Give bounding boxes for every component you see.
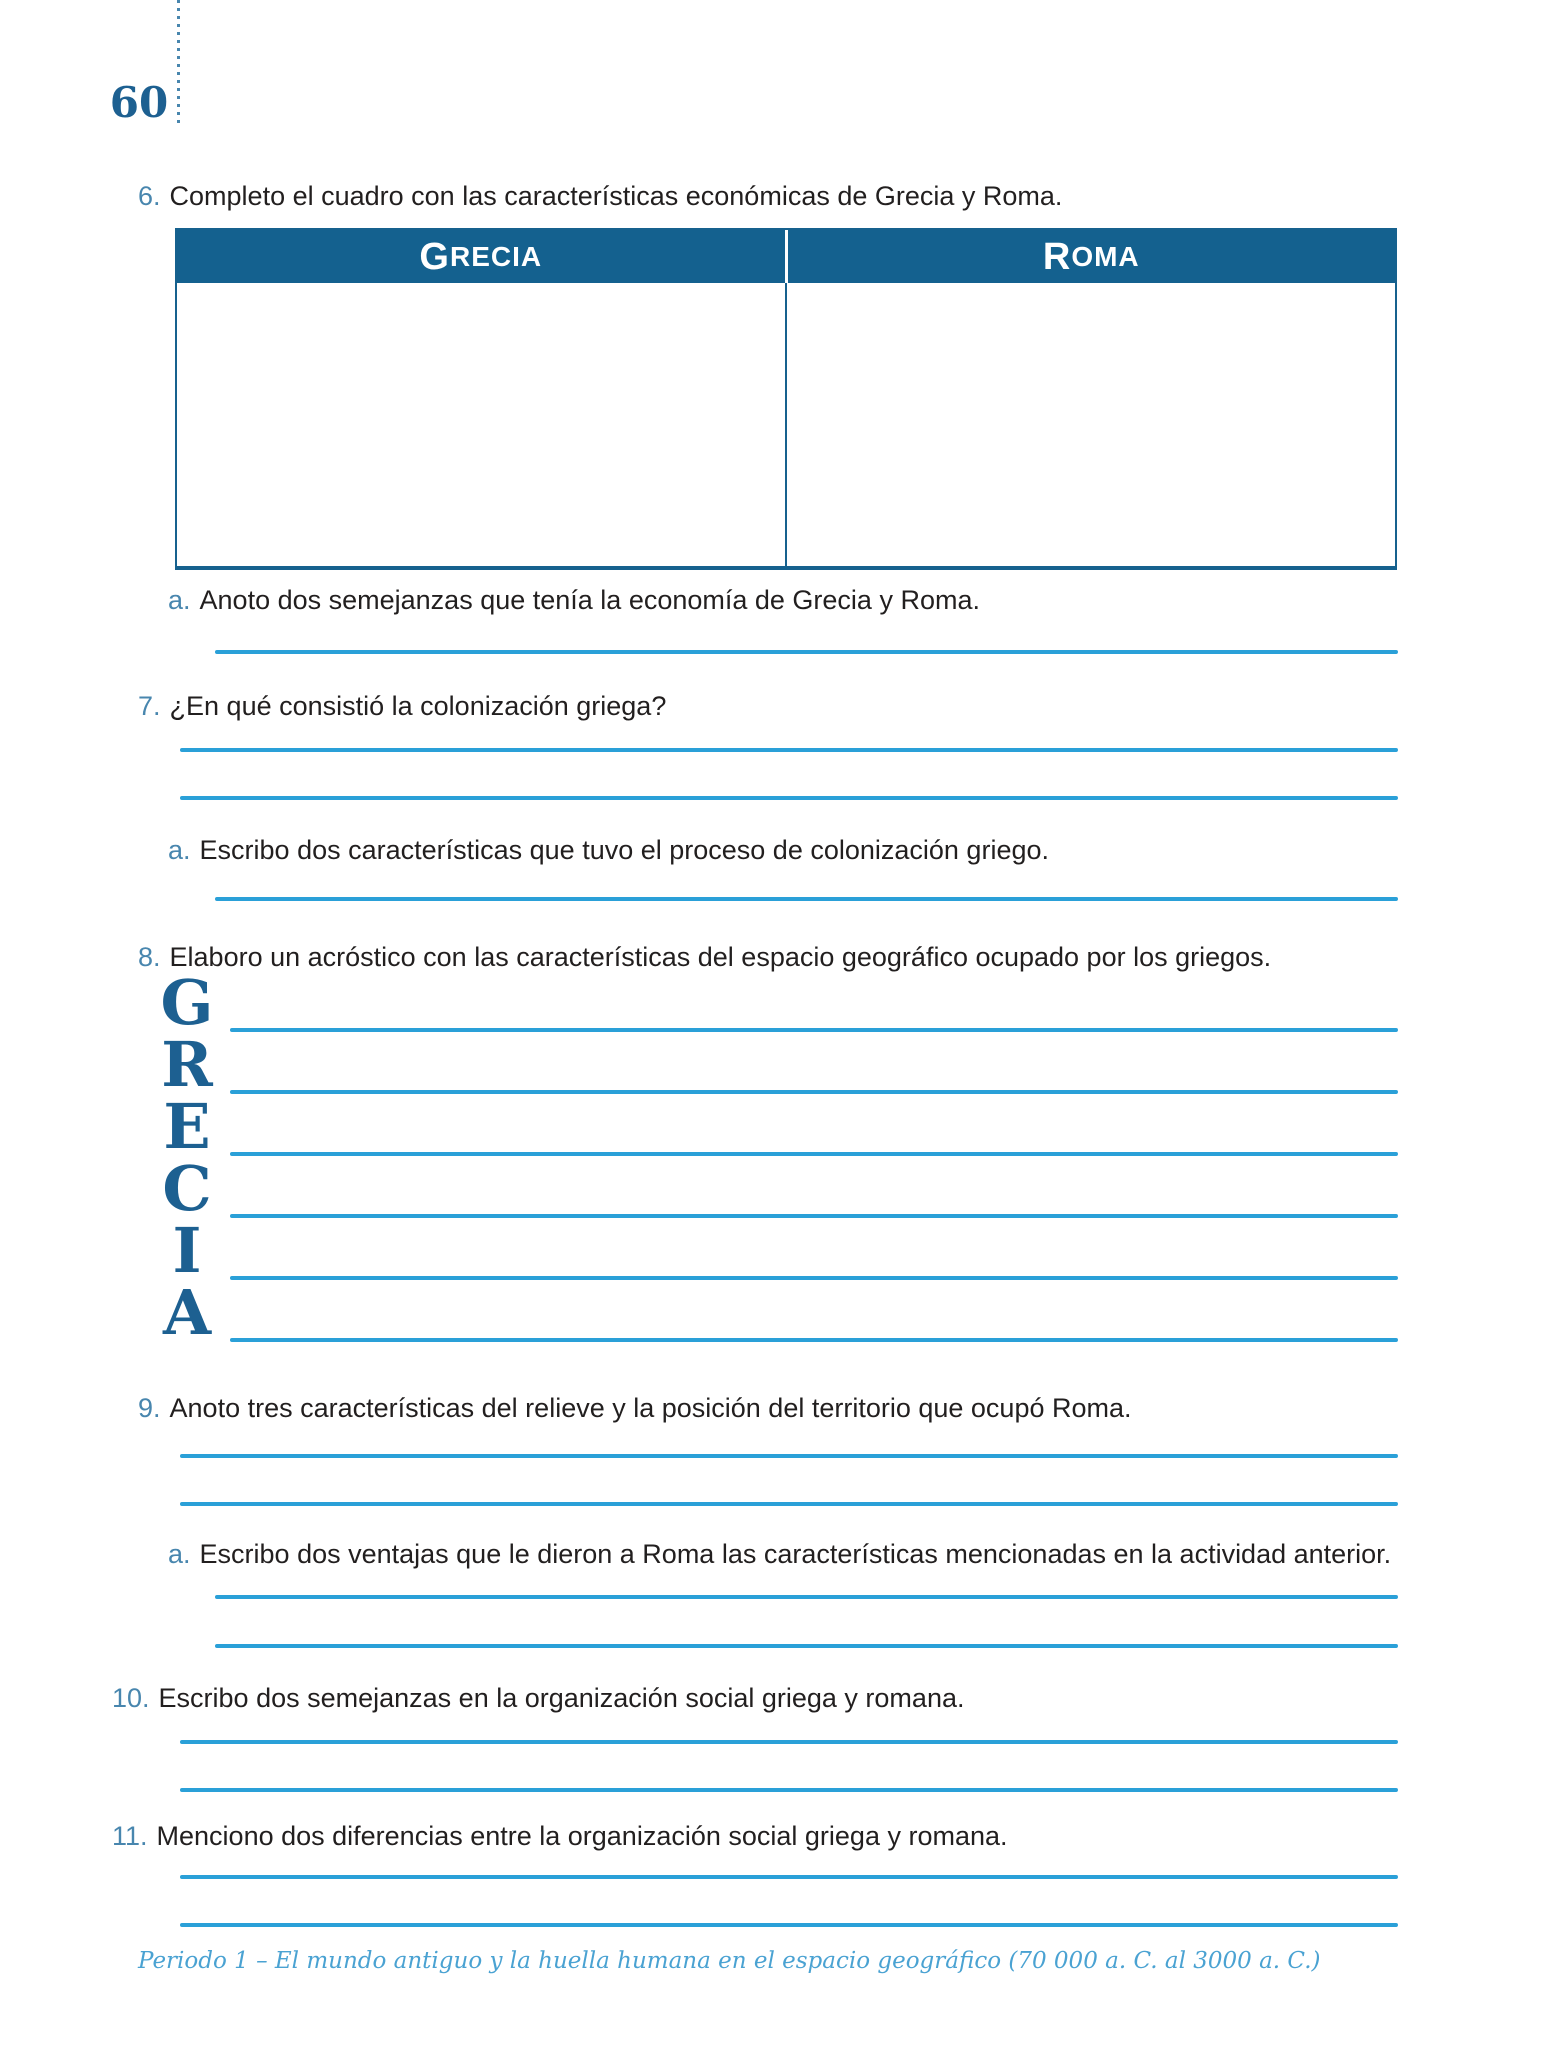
roma-rest: OMA — [1071, 240, 1140, 272]
answer-line[interactable] — [180, 796, 1398, 800]
header-cell-grecia — [177, 230, 788, 283]
answer-line[interactable] — [230, 1338, 1398, 1342]
question-8-number: 8. — [138, 942, 161, 972]
question-9 — [138, 1392, 1132, 1425]
answer-line[interactable] — [230, 1090, 1398, 1094]
answer-line[interactable] — [215, 1595, 1398, 1599]
answer-line[interactable] — [230, 1028, 1398, 1032]
question-6 — [138, 180, 1062, 213]
question-7a — [168, 834, 1049, 867]
question-7a-letter: a. — [168, 835, 191, 865]
acrostic-letter-a: A — [162, 1276, 212, 1349]
question-11-text: Menciono dos diferencias entre la organización social griega y romana. — [156, 1821, 1008, 1851]
question-7-number: 7. — [138, 691, 161, 721]
answer-line[interactable] — [215, 1644, 1398, 1648]
question-10-number: 10. — [112, 1683, 150, 1713]
page-number: 60 — [109, 78, 169, 127]
comparison-table-header — [177, 230, 1395, 283]
comparison-table-body — [177, 283, 1395, 566]
answer-line[interactable] — [230, 1214, 1398, 1218]
question-10 — [112, 1682, 964, 1715]
question-9-number: 9. — [138, 1393, 161, 1423]
grecia-initial: G — [419, 235, 450, 278]
question-6a-letter: a. — [168, 585, 191, 615]
question-6a-text: Anoto dos semejanzas que tenía la economía de Grecia y Roma. — [199, 585, 980, 615]
answer-line[interactable] — [180, 1788, 1398, 1792]
answer-line[interactable] — [180, 1875, 1398, 1879]
question-7a-text: Escribo dos características que tuvo el proceso de colonización griego. — [199, 835, 1049, 865]
grecia-rest: RECIA — [449, 240, 543, 272]
question-10-text: Escribo dos semejanzas en la organización social griega y romana. — [158, 1683, 965, 1713]
answer-line[interactable] — [180, 1454, 1398, 1458]
roma-initial: R — [1042, 235, 1072, 278]
question-9-text: Anoto tres características del relieve y la posición del territorio que ocupó Roma. — [169, 1393, 1132, 1423]
answer-line[interactable] — [180, 1923, 1398, 1927]
acrostic-letter-c: C — [162, 1152, 212, 1225]
acrostic-letter-g: G — [160, 966, 214, 1039]
question-7 — [138, 690, 666, 723]
question-8 — [138, 941, 1271, 974]
question-7-text: ¿En qué consistió la colonización griega? — [169, 691, 667, 721]
question-6a — [168, 584, 980, 617]
answer-line[interactable] — [215, 897, 1398, 901]
acrostic-letter-r: R — [161, 1028, 213, 1101]
footer-period-title: Periodo 1 – El mundo antiguo y la huella humana en el espacio geográfico (70 000 a. C. al 3000 a. C.) — [138, 1948, 1321, 1974]
question-9a-text: Escribo dos ventajas que le dieron a Roma las características mencionadas en la actividad anterior. — [199, 1539, 1392, 1569]
acrostic-letter-e: E — [163, 1090, 211, 1163]
grecia-answer-cell[interactable] — [177, 283, 787, 566]
comparison-table — [175, 228, 1397, 570]
answer-line[interactable] — [230, 1152, 1398, 1156]
answer-line[interactable] — [215, 650, 1398, 654]
question-11-number: 11. — [112, 1821, 148, 1851]
question-9a — [168, 1538, 1391, 1571]
question-8-text: Elaboro un acróstico con las características del espacio geográfico ocupado por los griegos. — [169, 942, 1272, 972]
header-cell-roma — [788, 230, 1396, 283]
question-6-number: 6. — [138, 181, 161, 211]
roma-answer-cell[interactable] — [787, 283, 1395, 566]
answer-line[interactable] — [180, 1740, 1398, 1744]
margin-dotted-line — [177, 0, 180, 128]
answer-line[interactable] — [230, 1276, 1398, 1280]
question-9a-letter: a. — [168, 1539, 191, 1569]
answer-line[interactable] — [180, 1502, 1398, 1506]
question-11 — [112, 1820, 1008, 1853]
question-6-text: Completo el cuadro con las características económicas de Grecia y Roma. — [169, 181, 1063, 211]
answer-line[interactable] — [180, 748, 1398, 752]
acrostic-letter-i: I — [172, 1214, 202, 1287]
